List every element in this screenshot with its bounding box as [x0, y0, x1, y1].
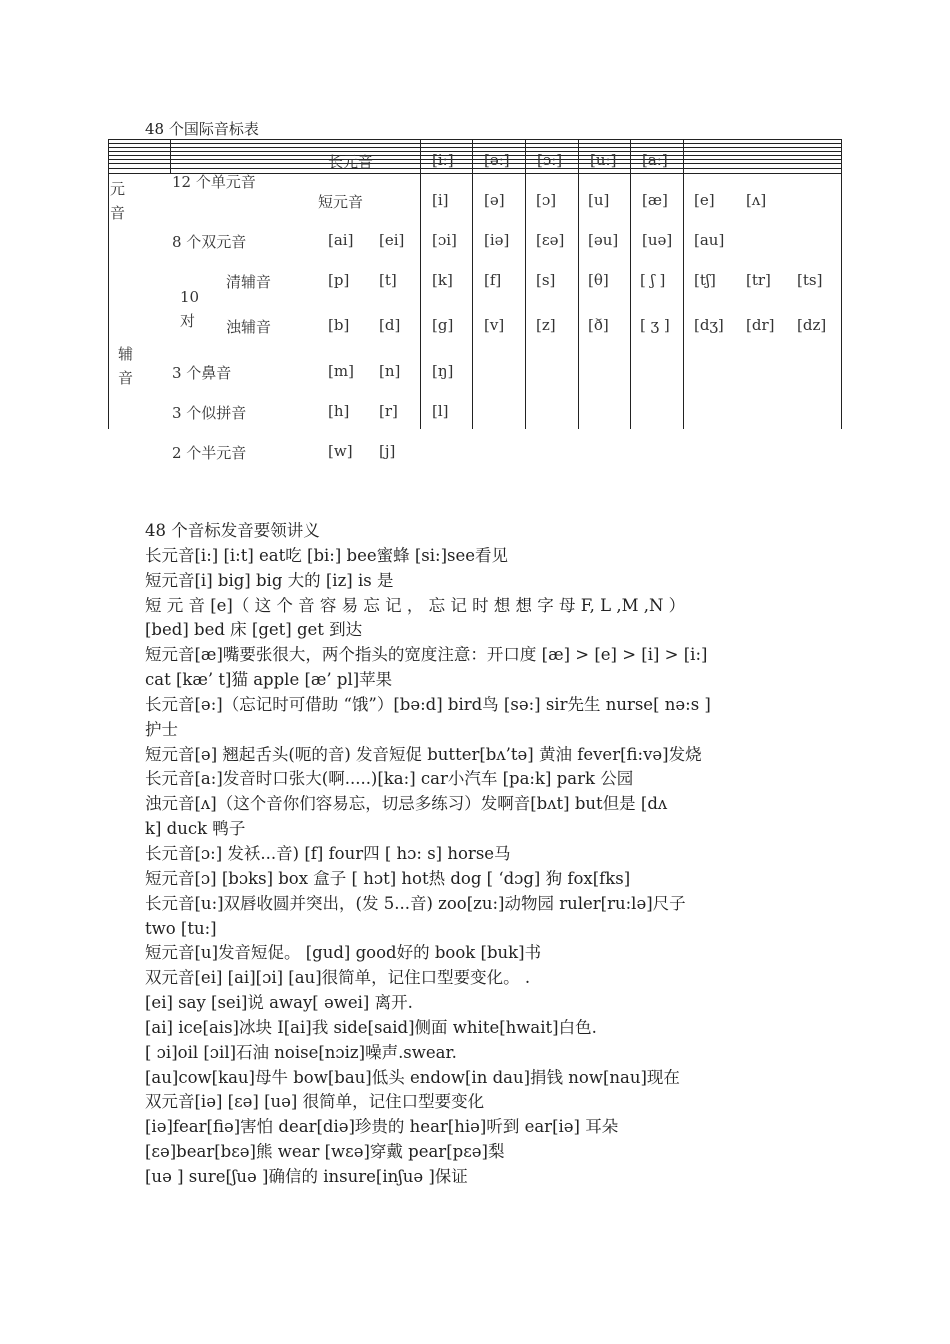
note-line: 短元音[ə] 翘起舌头(呃的音) 发音短促 butter[bʌ’tə] 黄油 fever[fi:və]发烧: [145, 744, 702, 764]
phonetic-symbol: [tʃ]: [694, 271, 716, 289]
note-line: [ei] say [sei]说 away[ əwei] 离开.: [145, 993, 413, 1013]
table-border-right: [841, 139, 842, 429]
phonetic-symbol: [f]: [484, 271, 502, 289]
phonetic-symbol: [dʒ]: [694, 316, 724, 334]
note-line: 短 元 音 [e]（ 这 个 音 容 易 忘 记 ， 忘 记 时 想 想 字 母 F, L ,M ,N ）: [145, 595, 686, 615]
table-rule: [108, 147, 842, 148]
phonetic-symbol: [v]: [484, 316, 505, 334]
phonetic-symbol: [ŋ]: [432, 362, 454, 380]
note-line: k] duck 鸭子: [145, 819, 246, 839]
phonetic-symbol: [m]: [328, 362, 354, 380]
note-line: [bed] bed 床 [get] get 到达: [145, 620, 363, 640]
table-grid-line: [525, 139, 526, 429]
group-consonant-label: 辅音: [118, 345, 134, 387]
note-line: cat [kæ’ t]猫 apple [æ’ pl]苹果: [145, 670, 393, 690]
table-grid-line: [472, 139, 473, 429]
phonetic-symbol: [p]: [328, 271, 350, 289]
phonetic-symbol: [n]: [379, 362, 401, 380]
table-grid-line: [578, 139, 579, 429]
notes-title: 48 个音标发音要领讲义: [145, 521, 320, 540]
note-line: [ ɔi]oil [ɔil]石油 noise[nɔiz]噪声.swear.: [145, 1042, 457, 1062]
note-line: [ɛə]bear[bɛə]熊 wear [wɛə]穿戴 pear[pɛə]梨: [145, 1142, 505, 1162]
table-rule: [108, 163, 842, 164]
pronunciation-notes: [145, 519, 835, 1190]
row-label-voiced: 浊辅音: [226, 318, 272, 336]
note-line: [iə]fear[fiə]害怕 dear[diə]珍贵的 hear[hiə]听到 ear[iə] 耳朵: [145, 1117, 619, 1137]
row-label-monophthong: 12 个单元音: [172, 173, 256, 191]
phonetic-symbol: [u]: [588, 191, 610, 209]
note-line: 长元音[ə:]（忘记时可借助 “饿”）[bə:d] bird鸟 [sə:] sir先生 nurse[ nə:s ]: [145, 694, 711, 714]
phonetic-symbol: [e]: [694, 191, 715, 209]
phonetic-symbol: [dr]: [746, 316, 775, 334]
note-line: [au]cow[kau]母牛 bow[bau]低头 endow[in dau]捐钱 now[nau]现在: [145, 1067, 680, 1087]
note-line: 短元音[i] big] big 大的 [iz] is 是: [145, 570, 394, 590]
note-line: [ai] ice[ais]冰块 I[ai]我 side[said]侧面 white[hwait]白色.: [145, 1017, 597, 1037]
table-grid-line: [683, 139, 684, 429]
phonetic-symbol: [ɔ]: [536, 191, 557, 209]
phonetic-symbol: [iə]: [484, 231, 510, 249]
table-border-left: [108, 139, 109, 429]
phonetic-symbol: [əu]: [588, 231, 619, 249]
phonetic-symbol: [s]: [536, 271, 556, 289]
header-symbol: [u:]: [590, 151, 617, 169]
phonetic-symbol: [ð]: [588, 316, 609, 334]
note-line: 长元音[u:]双唇收圆并突出，(发 5...音) zoo[zu:]动物园 ruler[ru:lə]尺子: [145, 893, 686, 913]
phonetic-symbol: [ə]: [484, 191, 505, 209]
row-label-approx: 3 个似拼音: [172, 404, 247, 422]
header-symbol: [a:]: [642, 151, 668, 169]
phonetic-symbol: [w]: [328, 442, 353, 460]
header-symbol: [ɔ:]: [537, 151, 563, 169]
phonetic-symbol: [r]: [379, 402, 398, 420]
phonetic-symbol: [dz]: [797, 316, 827, 334]
note-line: two [tu:]: [145, 918, 217, 938]
header-symbol: [i:]: [432, 151, 454, 169]
phonetic-symbol: [ei]: [379, 231, 405, 249]
table-rule: [108, 168, 842, 169]
row-label-nasal: 3 个鼻音: [172, 364, 232, 382]
note-line: 短元音[æ]嘴要张很大，两个指头的宽度注意：开口度 [æ] > [e] > [i] > [i:]: [145, 645, 708, 665]
table-rule: [108, 155, 842, 156]
phonetic-symbol: [ ʒ ]: [640, 316, 670, 334]
phonetic-symbol: [ts]: [797, 271, 823, 289]
note-line: 短元音[u]发音短促。 [gud] good好的 book [buk]书: [145, 943, 542, 963]
phonetic-symbol: [ɔi]: [432, 231, 457, 249]
header-symbol: [ə:]: [484, 151, 510, 169]
table-grid-line: [630, 139, 631, 429]
phonetic-symbol: [ʌ]: [746, 191, 767, 209]
note-line: 护士: [145, 719, 178, 739]
phonetic-symbol: [h]: [328, 402, 350, 420]
table-caption: 48 个国际音标表: [145, 120, 259, 138]
note-line: 长元音[a:]发音时口张大(啊.....)[ka:] car小汽车 [pa:k] park 公园: [145, 769, 634, 789]
row-sublabel-short-vowel: 短元音: [318, 193, 364, 211]
row-label-pairs: 10 对: [180, 288, 200, 330]
table-top-rule: [108, 139, 842, 140]
phonetic-symbol: [ɛə]: [536, 231, 565, 249]
phonetic-symbol: [æ]: [642, 191, 668, 209]
group-vowel-label: 元音: [110, 180, 126, 222]
phonetic-symbol: [tr]: [746, 271, 771, 289]
phonetic-symbol: [i]: [432, 191, 449, 209]
note-line: 长元音[ɔ:] 发袄...音) [f] four四 [ hɔ: s] horse马: [145, 843, 511, 863]
phonetic-symbol: [l]: [432, 402, 449, 420]
table-grid-line: [170, 139, 171, 174]
table-grid-line: [420, 139, 421, 429]
phonetic-symbol: [ai]: [328, 231, 354, 249]
table-rule: [108, 143, 842, 144]
phonetic-symbol: [k]: [432, 271, 453, 289]
note-line: 双元音[iə] [ɛə] [uə] 很简单，记住口型要变化: [145, 1092, 485, 1112]
phonetic-symbol: [ ʃ ]: [640, 271, 666, 289]
phonetic-symbol: [t]: [379, 271, 397, 289]
row-label-voiceless: 清辅音: [226, 273, 272, 291]
phonetic-symbol: [d]: [379, 316, 401, 334]
note-line: 浊元音[ʌ]（这个音你们容易忘，切忌多练习）发啊音[bʌt] but但是 [dʌ: [145, 794, 668, 814]
phonetic-symbol: [j]: [379, 442, 396, 460]
note-line: 长元音[i:] [i:t] eat吃 [bi:] bee蜜蜂 [si:]see看见: [145, 545, 509, 565]
note-line: 短元音[ɔ] [bɔks] box 盒子 [ hɔt] hot热 dog [ ‘dɔg] 狗 fox[fks]: [145, 868, 631, 888]
phonetic-symbol: [θ]: [588, 271, 609, 289]
header-long-vowel-label: 长元音: [328, 153, 374, 171]
phonetic-symbol: [b]: [328, 316, 350, 334]
phonetic-symbol: [z]: [536, 316, 556, 334]
table-rule: [108, 151, 842, 152]
note-line: 双元音[ei] [ai][ɔi] [au]很简单，记住口型要变化。 .: [145, 968, 531, 988]
row-label-diphthong: 8 个双元音: [172, 233, 247, 251]
phonetic-symbol: [g]: [432, 316, 454, 334]
phonetic-symbol: [uə]: [642, 231, 673, 249]
table-rule: [108, 159, 842, 160]
row-label-semivowel: 2 个半元音: [172, 444, 247, 462]
phonetic-symbol: [au]: [694, 231, 725, 249]
note-line: [uə ] sure[ʃuə ]确信的 insure[inʃuə ]保证: [145, 1166, 468, 1186]
